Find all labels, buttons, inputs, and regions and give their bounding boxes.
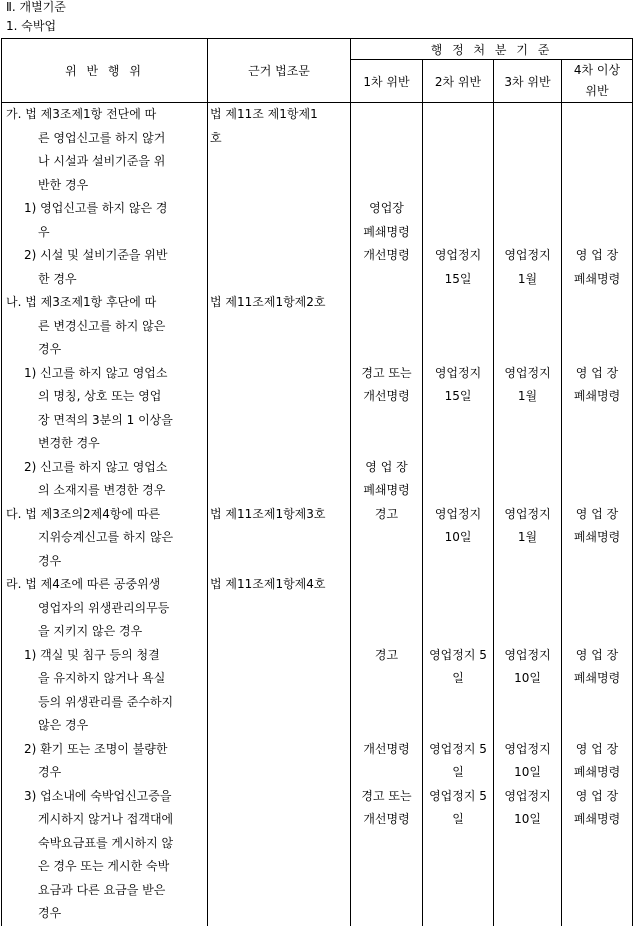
fourth-line [562, 291, 632, 315]
violation-line: 나 시설과 설비기준을 위 [38, 154, 166, 168]
violation-line: 숙박요금표를 게시하지 않 [38, 835, 174, 850]
violation-line: 2) 시설 및 설비기준을 위반 [24, 248, 168, 262]
violation-line: 경우 [38, 906, 62, 920]
violation-line: 경우 [38, 342, 62, 356]
first-line [351, 597, 422, 621]
violation-line: 1) 객실 및 침구 등의 청결 [24, 647, 160, 662]
fourth-line [562, 714, 632, 738]
header-violation: 위 반 행 위 [2, 39, 208, 103]
first-line: 영 업 장 [365, 459, 408, 474]
second-line: 10일 [444, 530, 472, 544]
basis-line [208, 902, 350, 926]
first-violation-column [351, 103, 423, 926]
first-line: 폐쇄명령 [363, 224, 410, 239]
basis-line [208, 855, 350, 879]
first-line [351, 150, 422, 174]
third-line [494, 620, 561, 644]
basis-line [208, 832, 350, 856]
first-line [351, 432, 422, 456]
second-line: 일 [452, 765, 464, 779]
fourth-line [562, 879, 632, 903]
third-line [494, 291, 561, 315]
first-line [351, 338, 422, 362]
third-line: 10일 [514, 812, 541, 826]
basis-line [208, 456, 350, 480]
violation-line: 경우 [38, 765, 62, 779]
header-disposition-group: 행 정 처 분 기 준 [351, 39, 633, 60]
fourth-line [562, 573, 632, 597]
header-fourth-line1: 4차 이상 [573, 63, 621, 77]
fourth-line [562, 832, 632, 856]
third-violation-column [494, 103, 562, 926]
violation-line: 않은 경우 [38, 718, 89, 732]
third-line [494, 174, 561, 198]
violation-line: 3) 업소내에 숙박업신고증을 [24, 788, 172, 803]
second-line [423, 597, 493, 621]
second-line [423, 456, 493, 480]
second-violation-column [423, 103, 494, 926]
basis-line [208, 879, 350, 903]
violation-line: 지위승계신고를 하지 않은 [38, 530, 174, 544]
second-line [423, 409, 493, 433]
fourth-line [562, 691, 632, 715]
third-line [494, 432, 561, 456]
fourth-line: 영 업 장 [575, 741, 619, 756]
second-line: 영업정지 5 [429, 741, 487, 756]
fourth-line [562, 103, 632, 127]
second-line [423, 855, 493, 879]
fourth-line: 폐쇄명령 [573, 530, 621, 544]
fourth-line: 영 업 장 [575, 788, 619, 803]
violation-line: 다. 법 제3조의2제4항에 따른 [6, 506, 161, 521]
basis-line [208, 761, 350, 785]
fourth-line [562, 409, 632, 433]
violation-line: 은 경우 또는 게시한 숙박 [38, 859, 170, 873]
basis-line [208, 244, 350, 268]
first-line [351, 174, 422, 198]
violation-line: 경우 [38, 553, 62, 568]
first-line: 영업장 [369, 201, 404, 215]
basis-line [208, 315, 350, 339]
basis-line [208, 362, 350, 386]
basis-line [208, 738, 350, 762]
fourth-line [562, 479, 632, 503]
third-line: 영업정지 [504, 365, 551, 380]
third-line [494, 479, 561, 503]
basis-line [208, 174, 350, 198]
first-line [351, 409, 422, 433]
violation-line: 우 [38, 224, 50, 239]
first-line: 경고 [374, 647, 399, 662]
legal-basis-column [208, 103, 351, 926]
basis-line: 법 제11조제1항제4호 [210, 577, 326, 591]
basis-line [208, 150, 350, 174]
fourth-line [562, 174, 632, 198]
first-line: 경고 [374, 506, 399, 521]
third-line [494, 597, 561, 621]
header-fourth-line2: 위반 [585, 84, 609, 98]
third-line: 영업정지 [504, 506, 551, 521]
fourth-line: 영 업 장 [575, 647, 619, 662]
fourth-line: 영 업 장 [575, 248, 619, 262]
third-line [494, 832, 561, 856]
third-line [494, 879, 561, 903]
third-line [494, 714, 561, 738]
fourth-line [562, 221, 632, 245]
basis-line [208, 620, 350, 644]
third-line [494, 315, 561, 339]
second-line [423, 879, 493, 903]
violation-line: 라. 법 제4조에 따른 공중위생 [6, 577, 161, 591]
second-line [423, 174, 493, 198]
first-line: 개선명령 [363, 389, 410, 403]
basis-line [208, 808, 350, 832]
second-line [423, 221, 493, 245]
violation-line: 1) 영업신고를 하지 않은 경 [24, 201, 168, 215]
basis-line [208, 526, 350, 550]
fourth-line: 폐쇄명령 [573, 812, 621, 826]
first-line: 개선명령 [363, 812, 410, 826]
basis-line: 법 제11조제1항제3호 [210, 506, 326, 521]
fourth-line: 영 업 장 [575, 365, 619, 380]
second-line [423, 832, 493, 856]
second-line [423, 902, 493, 926]
basis-line: 호 [210, 130, 222, 145]
second-line [423, 550, 493, 574]
header-third-violation: 3차 위반 [494, 60, 562, 103]
violation-line: 요금과 다른 요금을 받은 [38, 882, 166, 897]
third-line [494, 197, 561, 221]
first-line [351, 761, 422, 785]
third-line [494, 409, 561, 433]
header-first-violation: 1차 위반 [351, 60, 423, 103]
header-fourth-violation [562, 60, 633, 103]
violation-line: 가. 법 제3조제1항 전단에 따 [6, 107, 157, 121]
basis-line [208, 644, 350, 668]
third-line: 1월 [517, 271, 538, 286]
first-line [351, 691, 422, 715]
violation-line: 나. 법 제3조제1항 후단에 따 [6, 295, 157, 309]
third-line [494, 573, 561, 597]
basis-line [208, 667, 350, 691]
first-line: 개선명령 [363, 741, 410, 756]
second-line: 영업정지 5 [429, 647, 487, 662]
basis-line [208, 338, 350, 362]
third-line [494, 550, 561, 574]
first-line [351, 714, 422, 738]
second-line [423, 150, 493, 174]
third-line: 영업정지 [504, 741, 551, 756]
fourth-line [562, 456, 632, 480]
basis-line [208, 197, 350, 221]
basis-line [208, 409, 350, 433]
violation-line: 영업자의 위생관리의무등 [38, 600, 170, 615]
fourth-line [562, 855, 632, 879]
fourth-line: 폐쇄명령 [573, 765, 621, 779]
fourth-line [562, 620, 632, 644]
section-heading: Ⅱ. 개별기준 [6, 0, 66, 14]
basis-line [208, 385, 350, 409]
violation-line: 한 경우 [38, 271, 77, 286]
fourth-line [562, 902, 632, 926]
second-line [423, 291, 493, 315]
second-line [423, 714, 493, 738]
basis-line [208, 479, 350, 503]
second-line [423, 197, 493, 221]
violation-line: 을 지키지 않은 경우 [38, 624, 143, 638]
first-line [351, 268, 422, 292]
basis-line: 법 제11조제1항제2호 [210, 295, 326, 309]
second-line [423, 127, 493, 151]
second-line: 영업정지 [434, 506, 482, 521]
fourth-line [562, 338, 632, 362]
second-line [423, 620, 493, 644]
third-line [494, 691, 561, 715]
first-line: 폐쇄명령 [363, 483, 410, 497]
first-line [351, 291, 422, 315]
second-line: 15일 [444, 389, 472, 403]
second-line: 일 [452, 671, 464, 685]
fourth-line: 폐쇄명령 [573, 671, 621, 685]
third-line [494, 127, 561, 151]
third-line [494, 103, 561, 127]
third-line: 영업정지 [504, 647, 551, 662]
second-line [423, 103, 493, 127]
fourth-line [562, 197, 632, 221]
first-line [351, 127, 422, 151]
first-line [351, 315, 422, 339]
violation-line: 2) 신고를 하지 않고 영업소 [24, 459, 168, 474]
second-line: 영업정지 [434, 365, 482, 380]
second-line: 15일 [444, 271, 472, 286]
basis-line [208, 691, 350, 715]
violation-line: 른 영업신고를 하지 않거 [38, 130, 166, 145]
second-line [423, 573, 493, 597]
second-line: 영업정지 5 [429, 788, 487, 803]
fourth-line [562, 550, 632, 574]
first-line [351, 855, 422, 879]
violation-line: 1) 신고를 하지 않고 영업소 [24, 365, 168, 380]
first-line: 개선명령 [363, 248, 410, 262]
third-line [494, 221, 561, 245]
basis-line [208, 785, 350, 809]
first-line [351, 103, 422, 127]
fourth-line [562, 150, 632, 174]
second-line [423, 432, 493, 456]
subsection-heading: 1. 숙박업 [6, 19, 57, 33]
second-line [423, 315, 493, 339]
first-line: 경고 또는 [361, 788, 412, 803]
violation-line: 등의 위생관리를 준수하지 [38, 694, 174, 709]
header-legal-basis: 근거 법조문 [208, 39, 351, 103]
basis-line [208, 550, 350, 574]
fourth-violation-column [562, 103, 633, 926]
third-line [494, 456, 561, 480]
fourth-line [562, 127, 632, 151]
second-line: 일 [452, 812, 464, 826]
header-second-violation: 2차 위반 [423, 60, 494, 103]
second-line [423, 479, 493, 503]
first-line [351, 550, 422, 574]
violation-line: 2) 환기 또는 조명이 불량한 [24, 741, 168, 756]
disposition-standards-table [1, 38, 633, 926]
third-line [494, 902, 561, 926]
basis-line [208, 432, 350, 456]
first-line [351, 879, 422, 903]
violation-line: 장 면적의 3분의 1 이상을 [38, 412, 173, 427]
basis-line [208, 597, 350, 621]
third-line: 10일 [514, 765, 541, 779]
fourth-line: 폐쇄명령 [573, 389, 621, 403]
basis-line [208, 221, 350, 245]
fourth-line [562, 315, 632, 339]
third-line: 영업정지 [504, 248, 551, 262]
first-line [351, 667, 422, 691]
basis-line [208, 714, 350, 738]
third-line [494, 150, 561, 174]
violation-line: 반한 경우 [38, 177, 89, 192]
violation-line: 의 소재지를 변경한 경우 [38, 483, 166, 497]
fourth-line [562, 432, 632, 456]
basis-line: 법 제11조 제1항제1 [210, 107, 318, 121]
fourth-line: 영 업 장 [575, 506, 619, 521]
first-line [351, 526, 422, 550]
first-line [351, 573, 422, 597]
third-line: 1월 [517, 389, 538, 403]
fourth-line: 폐쇄명령 [573, 271, 621, 286]
violation-line: 른 변경신고를 하지 않은 [38, 318, 166, 333]
violation-line: 변경한 경우 [38, 436, 100, 450]
first-line [351, 832, 422, 856]
second-line [423, 338, 493, 362]
third-line: 1월 [517, 530, 538, 544]
third-line [494, 338, 561, 362]
third-line [494, 855, 561, 879]
first-line: 경고 또는 [361, 365, 412, 380]
second-line [423, 691, 493, 715]
second-line: 영업정지 [434, 248, 482, 262]
third-line: 10일 [514, 671, 541, 685]
fourth-line [562, 597, 632, 621]
basis-line [208, 268, 350, 292]
third-line: 영업정지 [504, 788, 551, 803]
first-line [351, 620, 422, 644]
violation-line: 을 유지하지 않거나 욕실 [38, 671, 166, 685]
violation-line: 게시하지 않거나 접객대에 [38, 812, 174, 826]
violation-column [2, 103, 208, 926]
violation-line: 의 명칭, 상호 또는 영업 [38, 389, 162, 403]
first-line [351, 902, 422, 926]
